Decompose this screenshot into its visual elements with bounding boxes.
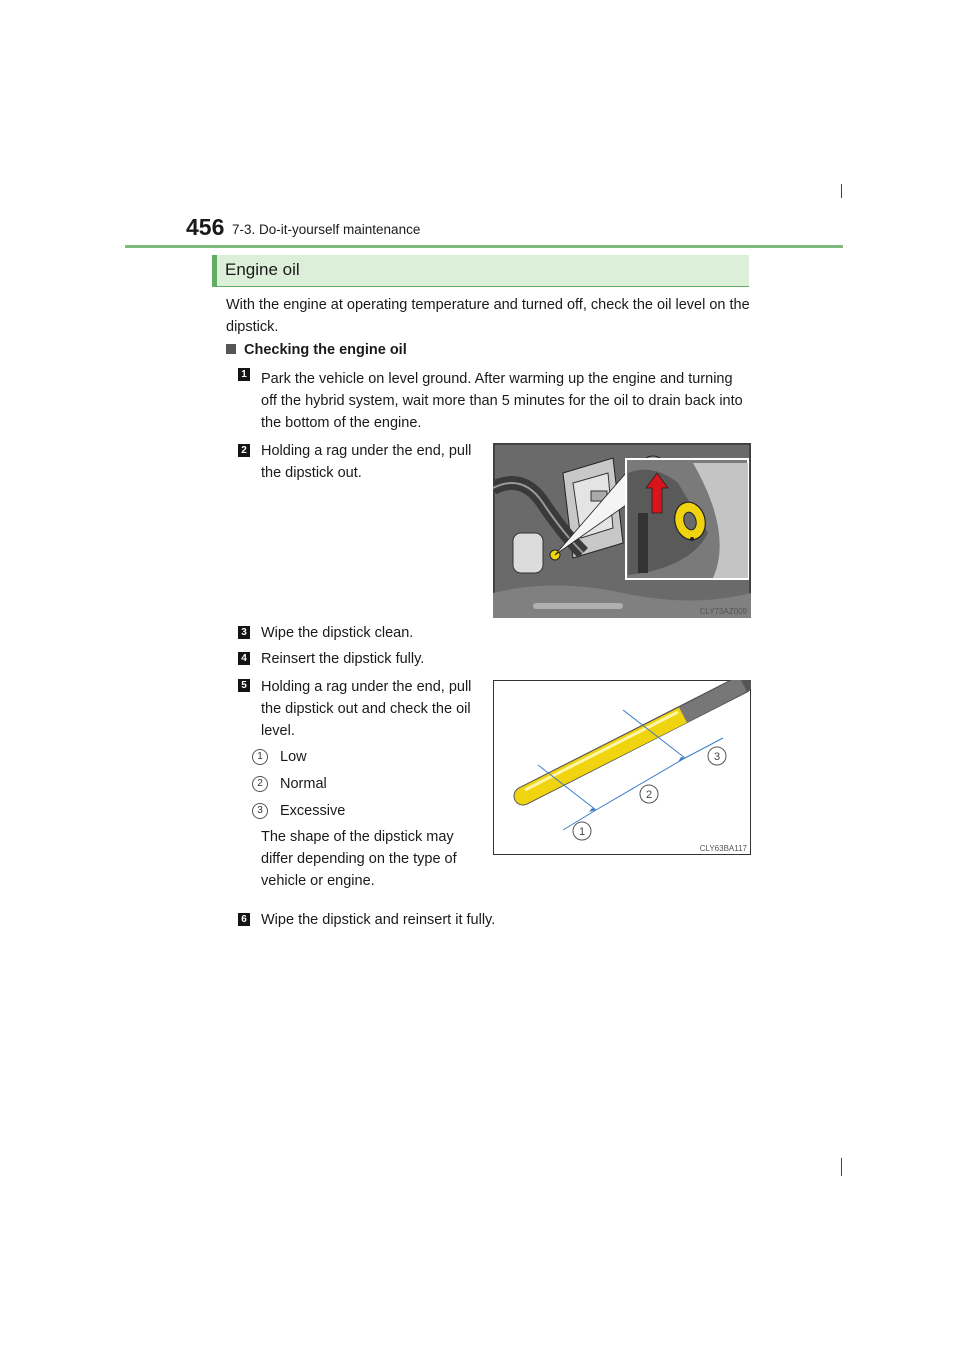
heading-rule <box>212 286 749 287</box>
dipstick-figure-id: CLY63BA117 <box>699 844 747 853</box>
level-marker-1: 1 <box>252 749 268 765</box>
square-bullet-icon <box>226 344 236 354</box>
dipstick-note: The shape of the dipstick may differ depending on the type of vehicle or engine. <box>261 829 457 889</box>
crop-mark-bottom <box>841 1158 842 1176</box>
step-number-5: 5 <box>238 679 250 692</box>
engine-bay-illustration <box>493 443 751 618</box>
dipstick-illustration <box>493 680 751 855</box>
step-number-3: 3 <box>238 626 250 639</box>
crop-mark-top <box>841 184 842 198</box>
step-6-text: Wipe the dipstick and reinsert it fully. <box>261 912 496 928</box>
section-heading: Engine oil <box>225 260 300 279</box>
dipstick-callout-2: 2 <box>645 789 653 801</box>
page-number: 456 <box>186 214 225 240</box>
subheading <box>226 342 407 358</box>
step-2-text: Holding a rag under the end, pull the dipstick out. <box>261 443 472 481</box>
header-rule <box>125 245 843 248</box>
step-number-1: 1 <box>238 368 250 381</box>
level-low-label: Low <box>280 749 307 765</box>
dipstick-callout-1: 1 <box>578 826 586 838</box>
subheading-text: Checking the engine oil <box>244 342 407 358</box>
step-5-text: Holding a rag under the end, pull the dipstick out and check the oil level. <box>261 679 472 739</box>
step-number-4: 4 <box>238 652 250 665</box>
section-title: 7-3. Do-it-yourself maintenance <box>232 222 421 237</box>
step-number-6: 6 <box>238 913 250 926</box>
step-3-text: Wipe the dipstick clean. <box>261 625 414 641</box>
level-excessive-label: Excessive <box>280 803 346 819</box>
intro-text: With the engine at operating temperature and turned off, check the oil level on the dipstick. <box>226 297 750 335</box>
level-normal-label: Normal <box>280 776 327 792</box>
level-marker-3: 3 <box>252 803 268 819</box>
step-number-2: 2 <box>238 444 250 457</box>
dipstick-figure <box>493 680 751 855</box>
dipstick-callout-3: 3 <box>713 751 721 763</box>
step-1-text: Park the vehicle on level ground. After warming up the engine and turning off the hybrid system, wait more than 5 minutes for the oil to drain back into the bottom of the engine. <box>261 371 743 431</box>
section-heading-bar <box>212 255 749 287</box>
engine-figure <box>493 443 751 618</box>
engine-figure-id: CLY73AZ009 <box>699 607 747 616</box>
level-marker-2: 2 <box>252 776 268 792</box>
step-4-text: Reinsert the dipstick fully. <box>261 651 425 667</box>
